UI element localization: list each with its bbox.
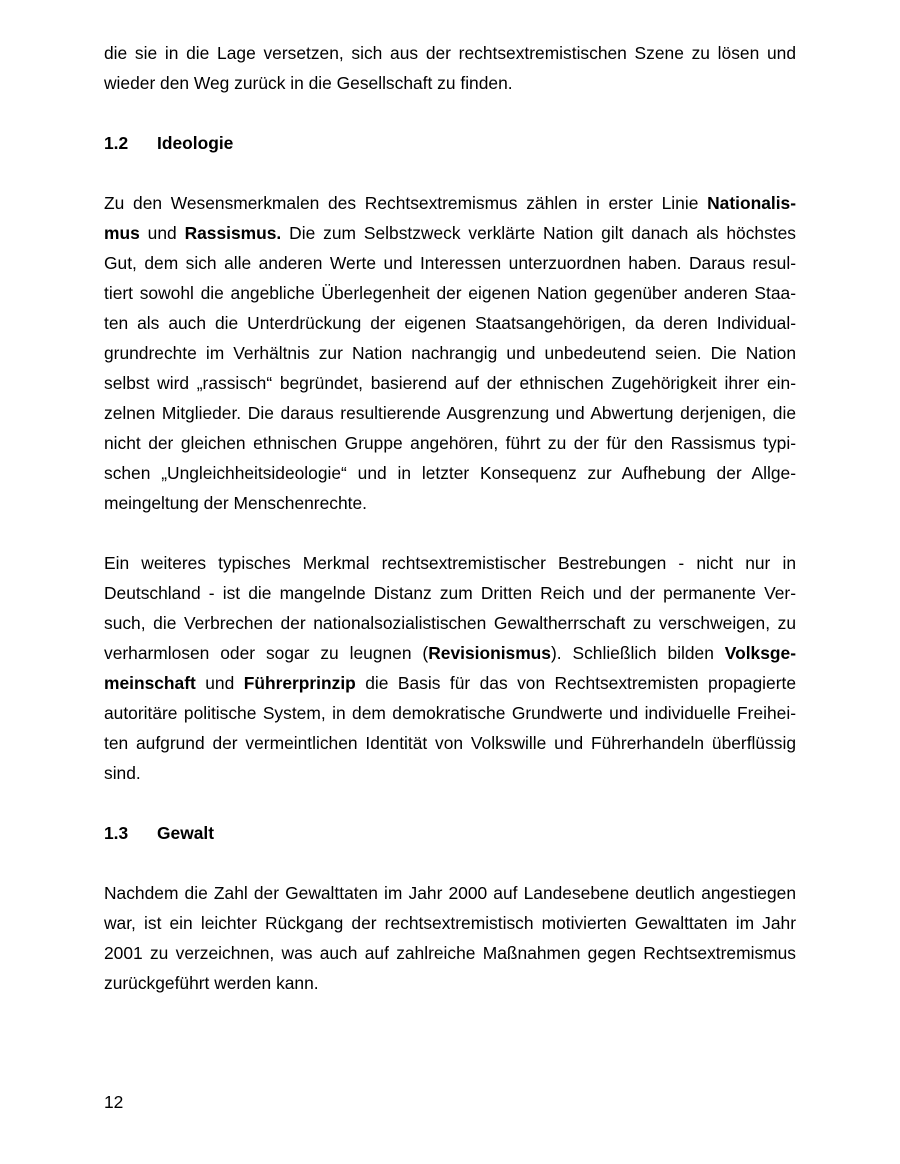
text-line: selbst wird „rassisch“ begründet, basierend auf der ethnischen Zugehörigkeit ihrer ein- <box>104 373 796 393</box>
text-line: Ein weiteres typisches Merkmal rechtsextremistischer Bestrebungen - nicht nur in <box>104 553 796 573</box>
text-line: meingeltung der Menschenrechte. <box>104 493 367 513</box>
bold-term-fuehrerprinzip: Führerprinzip <box>243 673 356 693</box>
text-line: 2001 zu verzeichnen, was auch auf zahlreiche Maßnahmen gegen Rechtsextremismus <box>104 943 796 963</box>
text-line: autoritäre politische System, in dem demokratische Grundwerte und individuelle Freihei- <box>104 703 796 723</box>
section-number: 1.2 <box>104 133 129 153</box>
text-line: such, die Verbrechen der nationalsozialistischen Gewaltherrschaft zu verschweigen, zu <box>104 613 796 633</box>
text-line: ten als auch die Unterdrückung der eigenen Staatsangehörigen, da deren Individual- <box>104 313 796 333</box>
section-heading-ideologie <box>104 128 796 158</box>
text-line: grundrechte im Verhältnis zur Nation nachrangig und unbedeutend seien. Die Nation <box>104 343 796 363</box>
text-line: verharmlosen oder sogar zu leugnen (Revisionismus). Schließlich bilden Volksge- <box>104 643 796 663</box>
text-line: zurückgeführt werden kann. <box>104 973 319 993</box>
text-line: die sie in die Lage versetzen, sich aus der rechtsextremistischen Szene zu lösen und <box>104 43 796 63</box>
text-line: war, ist ein leichter Rückgang der rechtsextremistisch motivierten Gewalttaten im Jahr <box>104 913 796 933</box>
text-line: wieder den Weg zurück in die Gesellschaft zu finden. <box>104 73 513 93</box>
ideologie-paragraph-2 <box>104 548 796 788</box>
text-line: schen „Ungleichheitsideologie“ und in letzter Konsequenz zur Aufhebung der Allge- <box>104 463 796 483</box>
text-line: Zu den Wesensmerkmalen des Rechtsextremismus zählen in erster Linie Nationalis- <box>104 193 796 213</box>
bold-term-rassismus: Rassismus. <box>184 223 282 243</box>
document-page <box>104 38 796 998</box>
text-line: sind. <box>104 763 141 783</box>
text-line: ten aufgrund der vermeintlichen Identität von Volkswille und Führerhandeln überflüssig <box>104 733 796 753</box>
text-line: mus und Rassismus. Die zum Selbstzweck verklärte Nation gilt danach als höchstes <box>104 223 796 243</box>
text-line: Nachdem die Zahl der Gewalttaten im Jahr 2000 auf Landesebene deutlich angestiegen <box>104 883 796 903</box>
text-line: meinschaft und Führerprinzip die Basis für das von Rechtsextremisten propagierte <box>104 673 796 693</box>
bold-term-nationalismus-end: mus <box>104 223 140 243</box>
text-line: tiert sowohl die angebliche Überlegenheit der eigenen Nation gegenüber anderen Staa- <box>104 283 796 303</box>
text-line: zelnen Mitglieder. Die daraus resultierende Ausgrenzung und Abwertung derjenigen, die <box>104 403 796 423</box>
bold-term-revisionismus: Revisionismus <box>428 643 551 663</box>
bold-term-nationalismus: Nationalis- <box>707 193 796 213</box>
page-number: 12 <box>104 1092 124 1112</box>
text-line: Gut, dem sich alle anderen Werte und Interessen unterzuordnen haben. Daraus resul- <box>104 253 796 273</box>
bold-term-volksgemeinschaft-end: meinschaft <box>104 673 196 693</box>
text-line: Deutschland - ist die mangelnde Distanz zum Dritten Reich und der permanente Ver- <box>104 583 796 603</box>
section-number: 1.3 <box>104 823 129 843</box>
gewalt-paragraph-1 <box>104 878 796 998</box>
intro-paragraph <box>104 38 796 98</box>
ideologie-paragraph-1 <box>104 188 796 518</box>
section-title: Ideologie <box>157 133 234 153</box>
bold-term-volksgemeinschaft: Volksge- <box>724 643 796 663</box>
section-title: Gewalt <box>157 823 215 843</box>
text-line: nicht der gleichen ethnischen Gruppe angehören, führt zu der für den Rassismus typi- <box>104 433 796 453</box>
section-heading-gewalt <box>104 818 796 848</box>
